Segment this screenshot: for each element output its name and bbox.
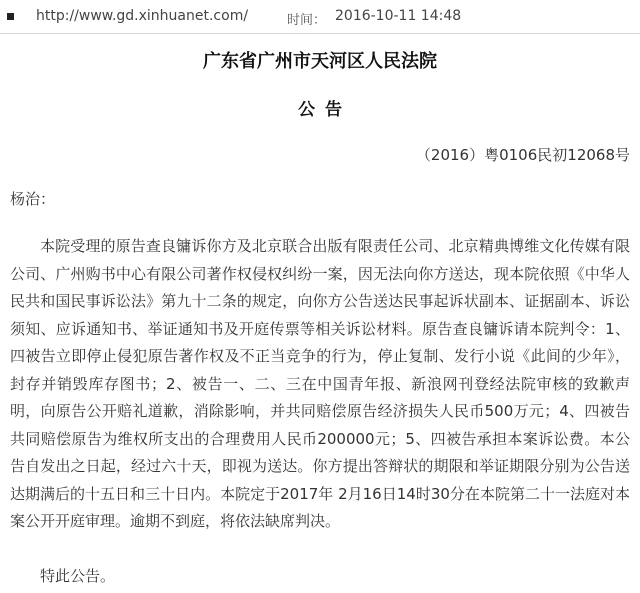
addressee: 杨治： xyxy=(10,190,56,208)
closing-line: 特此公告。 xyxy=(40,567,116,585)
header-divider xyxy=(0,33,640,34)
court-name: 广东省广州市天河区人民法院 xyxy=(203,51,437,72)
source-url[interactable]: http://www.gd.xinhuanet.com/ xyxy=(36,8,249,24)
square-bullet-icon xyxy=(7,13,14,20)
time-label: 时间： xyxy=(287,13,327,28)
publish-time: 2016-10-11 14:48 xyxy=(335,8,462,24)
source-bar xyxy=(0,0,640,34)
notice-title: 公告 xyxy=(298,100,352,120)
case-number: （2016）粤0106民初12068号 xyxy=(415,146,630,164)
notice-body: 本院受理的原告查良镛诉你方及北京联合出版有限责任公司、北京精典博维文化传媒有限公司、广州购书中心有限公司著作权侵权纠纷一案，因无法向你方送达，现本院依照《中华人民共和国民事诉讼法》第九十二条的规定，向你方公告送达民事起诉状副本、证据副本、诉讼须知、应诉通知书、举证通知书及开庭传票等相关诉讼材料。原告查良镛诉请本院判令：1、四被告立即停止侵犯原告著作权及不正当竞争的行为，停止复制、发行小说《此间的少年》，封存并销毁库存图书；2、被告一、二、三在中国青年报、新浪网刊登经法院审核的致歉声明，向原告公开赔礼道歉，消除影响，并共同赔偿原告经济损失人民币500万元；4、四被告共同赔偿原告为维权所支出的合理费用人民币200000元；5、四被告承担本案诉讼费。本公告自发出之日起，经过六十天，即视为送达。你方提出答辩状的期限和举证期限分别为公告送达期满后的十五日和三十日内。本院定于2017年 2月16日14时30分在本院第二十一法庭对本案公开开庭审理。逾期不到庭，将依法缺席判决。 xyxy=(10,237,630,530)
